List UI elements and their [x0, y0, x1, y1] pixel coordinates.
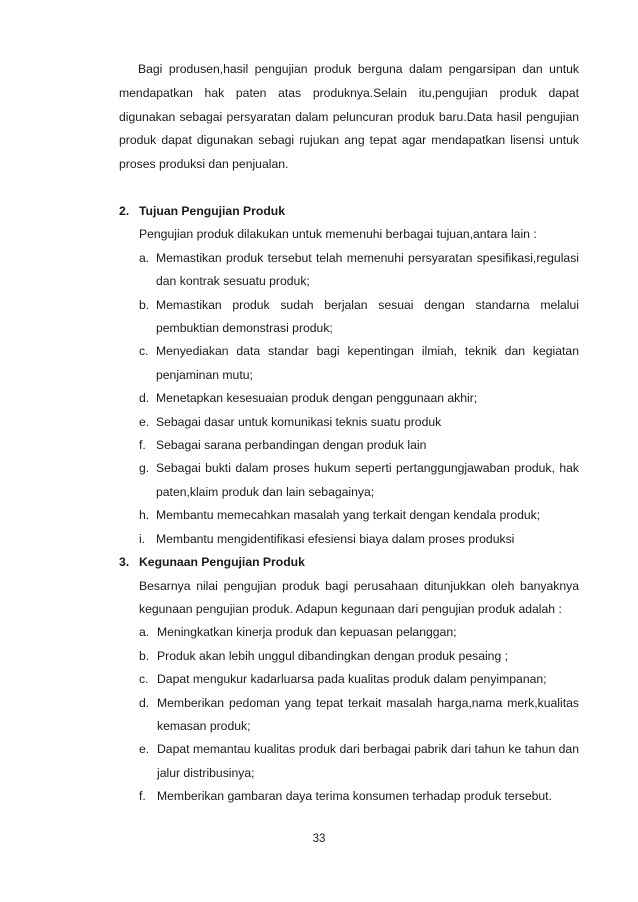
intro-paragraph: Bagi produsen,hasil pengujian produk berguna dalam pengarsipan dan untuk mendapatkan hak paten atas produknya.Selain itu,pengujian produk dapat digunakan sebagai persyaratan dalam peluncuran produk baru.Data hasil pengujian produk dapat digunakan sebagi rujukan ang tepat agar mendapatkan lisensi untuk proses produksi dan penjualan. [119, 62, 579, 172]
list-item-text: Memastikan produk sudah berjalan sesuai dengan standarna melalui pembuktian demonstrasi produk; [156, 297, 579, 336]
list-marker: a. [139, 250, 150, 265]
list-item [119, 668, 579, 691]
section-title: Kegunaan Pengujian Produk [139, 555, 305, 570]
list-item [119, 411, 579, 434]
list-marker: g. [139, 461, 150, 476]
list-item-text: Dapat mengukur kadarluarsa pada kualitas produk dalam penyimpanan; [157, 672, 547, 687]
list-item [119, 528, 579, 551]
list-marker: b. [139, 297, 150, 312]
list-marker: e. [139, 414, 150, 429]
list-item-text: Produk akan lebih unggul dibandingkan dengan produk pesaing ; [157, 648, 509, 663]
list-marker: e. [139, 742, 150, 757]
section-intro: Pengujian produk dilakukan untuk memenuhi berbagai tujuan,antara lain : [139, 227, 537, 242]
list-marker: f. [139, 789, 146, 804]
list-item-text: Memastikan produk tersebut telah memenuhi persyaratan spesifikasi,regulasi dan kontrak sesuatu produk; [156, 250, 579, 289]
list-item-text: Meningkatkan kinerja produk dan kepuasan pelanggan; [157, 625, 457, 640]
list-marker: c. [139, 672, 149, 687]
list-item [119, 294, 579, 341]
section-number: 3. [119, 555, 130, 570]
list-marker: h. [139, 508, 150, 523]
list-item [119, 645, 579, 668]
list-marker: f. [139, 438, 146, 453]
list-item-text: Dapat memantau kualitas produk dari berbagai pabrik dari tahun ke tahun dan jalur distribusinya; [157, 742, 579, 780]
list-item-text: Menetapkan kesesuaian produk dengan penggunaan akhir; [156, 391, 478, 406]
section-intro: Besarnya nilai pengujian produk bagi perusahaan ditunjukkan oleh banyaknya kegunaan pengujian produk. Adapun kegunaan dari pengujian produk adalah : [139, 578, 579, 616]
section-heading [119, 551, 579, 574]
list-item-text: Memberikan gambaran daya terima konsumen terhadap produk tersebut. [157, 789, 552, 804]
section-title: Tujuan Pengujian Produk [139, 204, 286, 218]
list-item [119, 387, 579, 410]
list-item [119, 504, 579, 527]
list-item-text: Sebagai bukti dalam proses hukum seperti pertanggungjawaban produk, hak paten,klaim produk dan lain sebagainya; [156, 461, 579, 499]
list-marker: i. [139, 531, 146, 546]
list-item-text: Memberikan pedoman yang tepat terkait masalah harga,nama merk,kualitas kemasan produk; [157, 695, 579, 733]
document-body [119, 200, 579, 809]
list-item [119, 621, 579, 644]
list-item [119, 692, 579, 739]
list-marker: b. [139, 648, 150, 663]
list-item [119, 247, 579, 294]
list-item-text: Menyediakan data standar bagi kepentingan ilmiah, teknik dan kegiatan penjaminan mutu; [156, 344, 579, 382]
list-marker: d. [139, 391, 150, 406]
page-number: 33 [312, 833, 326, 845]
list-item [119, 738, 579, 785]
list-marker: c. [139, 344, 149, 359]
list-item [119, 434, 579, 457]
list-item-text: Membantu mengidentifikasi efesiensi biaya dalam proses produksi [156, 531, 515, 546]
list-item-text: Membantu memecahkan masalah yang terkait dengan kendala produk; [156, 508, 541, 523]
list-item [119, 785, 579, 808]
list-item [119, 340, 579, 387]
section-number: 2. [119, 204, 130, 218]
list-item [119, 457, 579, 504]
list-marker: a. [139, 625, 150, 640]
list-item-text: Sebagai sarana perbandingan dengan produk lain [156, 438, 427, 453]
list-item-text: Sebagai dasar untuk komunikasi teknis suatu produk [156, 414, 442, 429]
section-kegunaan [119, 551, 579, 808]
section-tujuan [119, 200, 579, 551]
section-heading [119, 200, 579, 223]
list-marker: d. [139, 695, 150, 710]
